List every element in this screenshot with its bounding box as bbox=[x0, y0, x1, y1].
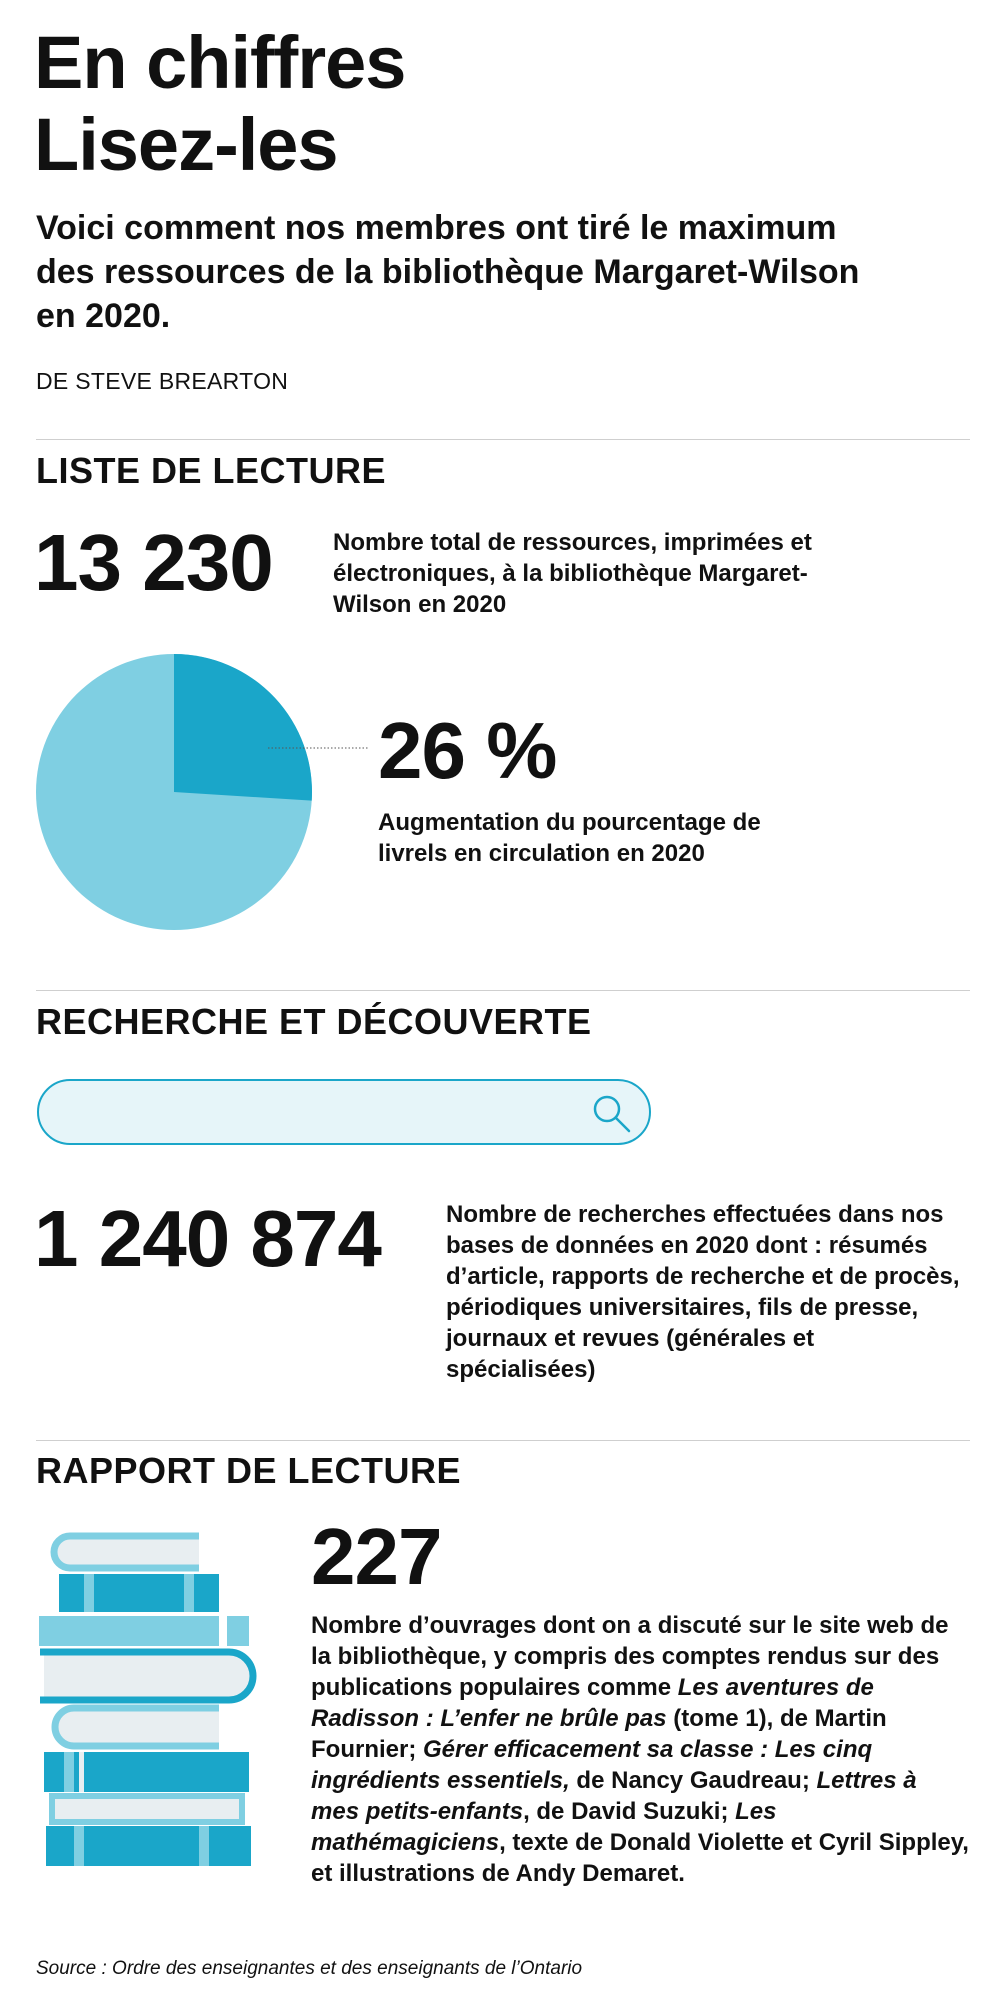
book-title-mathemagiciens: Les mathémagiciens bbox=[311, 1798, 777, 1856]
desc-text: Nombre d’ouvrages dont on a discuté sur le site web de la bibliothèque, y compris des comptes rendus sur des publications populaires comme bbox=[311, 1612, 949, 1701]
desc-text: , de David Suzuki; bbox=[523, 1798, 736, 1825]
page-subtitle: Voici comment nos membres ont tiré le maximum des ressources de la bibliothèque Margaret-Wilson en 2020. bbox=[36, 209, 860, 335]
book-title-gerer: Gérer efficacement sa classe : Les cinq ingrédients essentiels, bbox=[311, 1736, 873, 1794]
divider bbox=[36, 1440, 970, 1441]
stat-total-resources: 13 230 bbox=[34, 518, 273, 607]
byline: DE STEVE BREARTON bbox=[36, 368, 289, 394]
page-title-line2: Lisez-les bbox=[34, 103, 338, 186]
book-title-radisson: Les aventures de Radisson : L’enfer ne brûle pas bbox=[311, 1674, 874, 1732]
pie-highlight-slice bbox=[174, 654, 312, 801]
book-title-lettres: Lettres à mes petits-enfants bbox=[311, 1767, 917, 1825]
desc-text: , texte de Donald Violette et Cyril Sippley, et illustrations de Andy Demaret. bbox=[311, 1829, 969, 1887]
source-note: Source : Ordre des enseignantes et des enseignants de l’Ontario bbox=[36, 1958, 583, 1979]
page-title-line1: En chiffres bbox=[34, 21, 406, 104]
stat-total-resources-desc: Nombre total de ressources, imprimées et électroniques, à la bibliothèque Margaret-Wilson en 2020 bbox=[333, 529, 812, 618]
section-title-recherche: RECHERCHE ET DÉCOUVERTE bbox=[36, 1001, 592, 1042]
section-title-rapport: RAPPORT DE LECTURE bbox=[36, 1450, 462, 1491]
stat-ebook-increase: 26 % bbox=[378, 706, 557, 795]
section-title-liste-de-lecture: LISTE DE LECTURE bbox=[36, 450, 387, 491]
pie-leader-line bbox=[268, 746, 368, 750]
stat-books-discussed: 227 bbox=[311, 1512, 442, 1601]
divider bbox=[36, 990, 970, 991]
search-bar-illustration bbox=[37, 1079, 651, 1145]
book-stack-icon bbox=[34, 1532, 259, 1872]
ebook-pie-chart bbox=[34, 652, 314, 932]
desc-text: (tome 1), de Martin Fournier; bbox=[311, 1705, 887, 1763]
desc-text: de Nancy Gaudreau; bbox=[569, 1767, 817, 1794]
divider bbox=[36, 439, 970, 440]
stat-searches-desc: Nombre de recherches effectuées dans nos bases de données en 2020 dont : résumés d’article, rapports de recherche et de procès, périodiques universitaires, fils de presse, journaux et revues (générales et spécialisées) bbox=[446, 1201, 960, 1383]
magnifier-icon bbox=[591, 1093, 633, 1135]
stat-searches: 1 240 874 bbox=[34, 1194, 381, 1283]
stat-books-discussed-desc bbox=[311, 1610, 971, 1889]
stat-ebook-increase-desc: Augmentation du pourcentage de livrels en circulation en 2020 bbox=[378, 809, 761, 867]
